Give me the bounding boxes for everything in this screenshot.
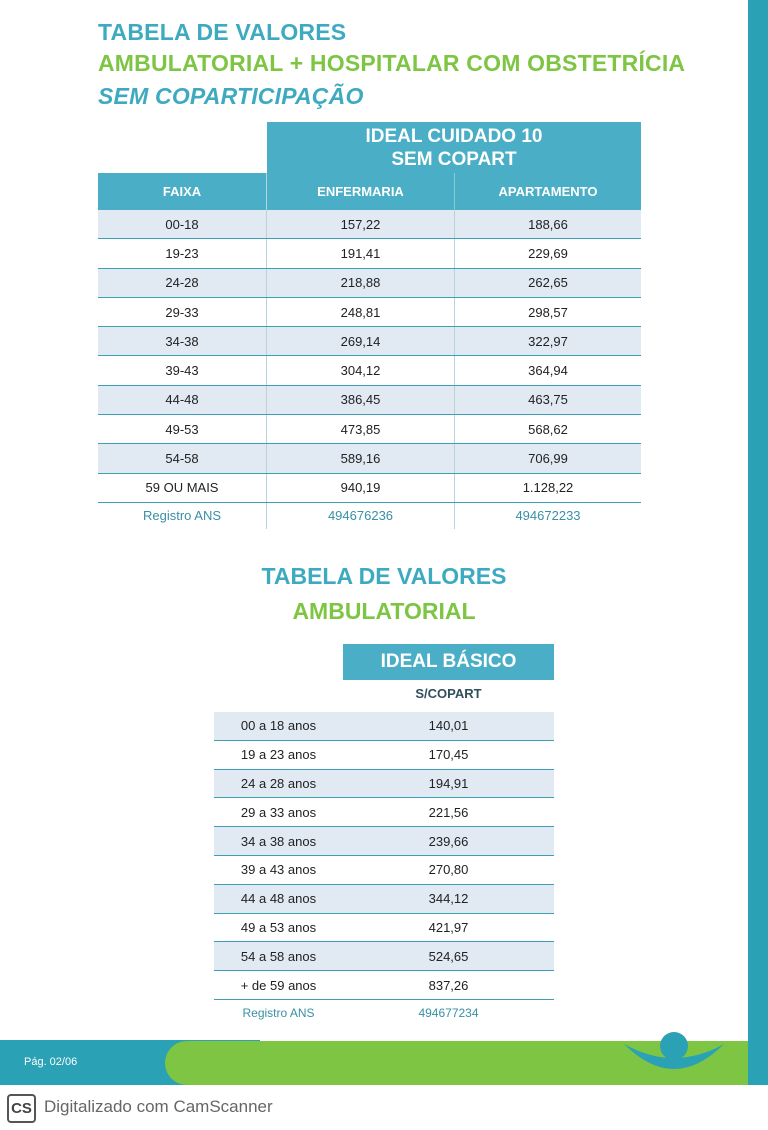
price-cell: 837,26 [428, 977, 469, 993]
table-row [98, 269, 641, 298]
table-body [98, 210, 641, 529]
section-subtitle: AMBULATORIAL [292, 598, 476, 624]
enfermaria-price-cell: 940,19 [267, 474, 455, 502]
registry-number: 494676236 [267, 503, 455, 529]
age-range-cell: 49 a 53 anos [240, 919, 317, 935]
table-row [98, 444, 641, 473]
age-range-cell: 29 a 33 anos [240, 804, 317, 820]
price-cell: 270,80 [428, 862, 469, 878]
right-accent-bar [748, 0, 768, 1085]
age-range-cell: 44 a 48 anos [240, 891, 317, 907]
age-range-cell: 24 a 28 anos [240, 775, 317, 791]
price-cell: 194,91 [428, 775, 469, 791]
table-row [214, 885, 554, 914]
registry-label: Registro ANS [98, 503, 267, 529]
column-header-faixa: FAIXA [98, 173, 267, 210]
enfermaria-price-cell: 191,41 [267, 239, 455, 267]
camscanner-logo-icon: CS [7, 1094, 36, 1123]
price-cell: 524,65 [428, 948, 469, 964]
age-range-cell: 00 a 18 anos [240, 718, 317, 734]
age-range-cell: 34 a 38 anos [240, 833, 317, 849]
age-range-cell: 39-43 [98, 356, 267, 384]
registry-row [214, 1000, 554, 1026]
registry-number: 494672233 [515, 508, 581, 524]
apartamento-price-cell: 1.128,22 [522, 480, 574, 496]
apartamento-price-cell: 298,57 [528, 304, 568, 320]
enfermaria-price-cell: 304,12 [267, 356, 455, 384]
table-row [98, 415, 641, 444]
age-range-cell: 19-23 [98, 239, 267, 267]
brand-logo-icon [620, 1022, 728, 1082]
registry-label: Registro ANS [242, 1005, 315, 1020]
table-row [98, 327, 641, 356]
table-row [214, 827, 554, 856]
enfermaria-price-cell: 589,16 [267, 444, 455, 472]
enfermaria-price-cell: 386,45 [267, 386, 455, 414]
table-row [214, 942, 554, 971]
table-row [214, 712, 554, 741]
age-range-cell: 59 OU MAIS [98, 474, 267, 502]
price-cell: 421,97 [428, 919, 469, 935]
price-cell: 239,66 [428, 833, 469, 849]
price-cell: 344,12 [428, 891, 469, 907]
price-cell: 221,56 [428, 804, 469, 820]
plan-copart-basico: S/COPART [415, 686, 482, 701]
table-row [214, 914, 554, 943]
enfermaria-price-cell: 218,88 [267, 269, 455, 297]
table-header-row [98, 173, 641, 210]
section-title: TABELA DE VALORES [261, 563, 507, 589]
table-row [98, 210, 641, 239]
apartamento-price-cell: 568,62 [528, 421, 568, 437]
age-range-cell: 44-48 [98, 386, 267, 414]
table-row [98, 239, 641, 268]
price-table-ambulatorial [214, 712, 554, 1026]
plan-name: IDEAL CUIDADO 10 [365, 126, 543, 147]
enfermaria-price-cell: 157,22 [267, 210, 455, 238]
price-cell: 170,45 [428, 747, 469, 763]
table-row [214, 971, 554, 1000]
plan-header [267, 122, 641, 173]
apartamento-price-cell: 463,75 [528, 392, 568, 408]
apartamento-price-cell: 322,97 [528, 333, 568, 349]
enfermaria-price-cell: 269,14 [267, 327, 455, 355]
table-row [214, 741, 554, 770]
plan-copart: SEM COPART [391, 149, 517, 170]
column-header-apartamento: APARTAMENTO [455, 173, 641, 210]
table-row [98, 298, 641, 327]
age-range-cell: + de 59 anos [240, 977, 317, 993]
age-range-cell: 54 a 58 anos [240, 948, 317, 964]
age-range-cell: 34-38 [98, 327, 267, 355]
table-row [214, 856, 554, 885]
age-range-cell: 49-53 [98, 415, 267, 443]
apartamento-price-cell: 188,66 [528, 216, 568, 232]
column-header-enfermaria: ENFERMARIA [267, 173, 455, 210]
age-range-cell: 19 a 23 anos [240, 747, 317, 763]
enfermaria-price-cell: 473,85 [267, 415, 455, 443]
apartamento-price-cell: 364,94 [528, 363, 568, 379]
page-title: TABELA DE VALORES [98, 19, 347, 45]
page-subtitle-copart: SEM COPARTICIPAÇÃO [98, 83, 364, 109]
table-row [98, 474, 641, 503]
page-subtitle: AMBULATORIAL + HOSPITALAR COM OBSTETRÍCIA [98, 50, 686, 76]
table-row [214, 770, 554, 799]
age-range-cell: 00-18 [98, 210, 267, 238]
table-row [98, 356, 641, 385]
scanner-watermark: Digitalizado com CamScanner [44, 1097, 273, 1116]
age-range-cell: 39 a 43 anos [240, 862, 317, 878]
age-range-cell: 54-58 [98, 444, 267, 472]
table-row [214, 798, 554, 827]
enfermaria-price-cell: 248,81 [267, 298, 455, 326]
table-row [98, 386, 641, 415]
plan-header-basico: IDEAL BÁSICO [343, 644, 554, 680]
apartamento-price-cell: 262,65 [528, 275, 568, 291]
price-cell: 140,01 [428, 718, 469, 734]
apartamento-price-cell: 706,99 [528, 451, 568, 467]
age-range-cell: 29-33 [98, 298, 267, 326]
apartamento-price-cell: 229,69 [528, 245, 568, 261]
page-number: Pág. 02/06 [24, 1056, 78, 1068]
age-range-cell: 24-28 [98, 269, 267, 297]
registry-number: 494677234 [418, 1005, 479, 1020]
registry-row [98, 503, 641, 529]
